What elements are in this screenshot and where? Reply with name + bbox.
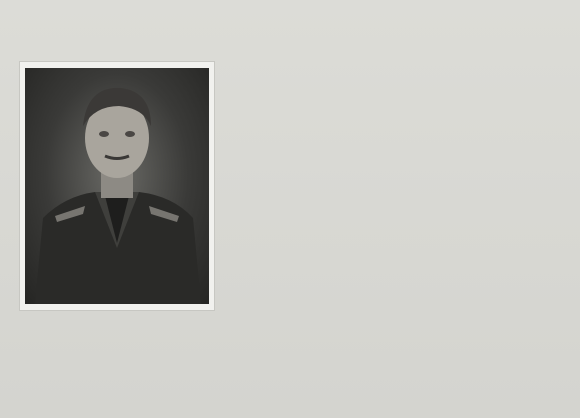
portrait-photo <box>25 68 209 304</box>
portrait-figure-icon <box>25 68 209 304</box>
